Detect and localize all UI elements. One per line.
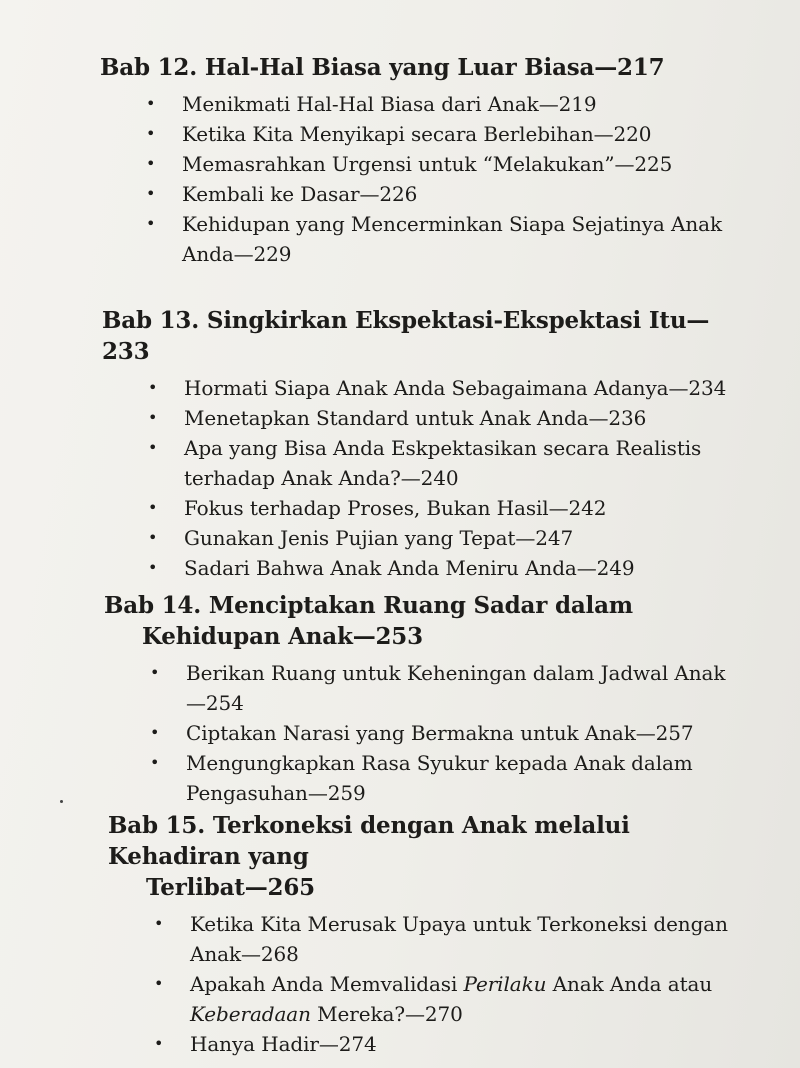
bullet: • xyxy=(148,438,158,457)
chapter-title xyxy=(108,810,768,903)
item-text: Gunakan Jenis Pujian yang Tepat—247 xyxy=(184,526,574,550)
list-item xyxy=(102,403,742,433)
list-item xyxy=(104,718,744,748)
chapter-items xyxy=(104,658,744,808)
item-text: Menetapkan Standard untuk Anak Anda—236 xyxy=(184,406,647,430)
bullet: • xyxy=(146,124,156,143)
item-text-part: Apakah Anda Memvalidasi xyxy=(190,972,464,996)
item-text: Fokus terhadap Proses, Bukan Hasil—242 xyxy=(184,496,607,520)
list-item xyxy=(108,1029,768,1059)
list-item xyxy=(108,909,768,969)
stray-mark xyxy=(60,800,63,803)
item-text: Memasrahkan Urgensi untuk “Melakukan”—225 xyxy=(182,152,673,176)
bullet: • xyxy=(148,558,158,577)
chapter-title: Bab 13. Singkirkan Ekspektasi-Ekspektasi Itu—233 xyxy=(102,307,710,365)
chapter-title-line1: Bab 15. Terkoneksi dengan Anak melalui Kehadiran yang xyxy=(108,812,630,870)
bullet: • xyxy=(150,663,160,682)
item-text-part: Anak Anda atau xyxy=(546,972,713,996)
bullet: • xyxy=(150,723,160,742)
bullet: • xyxy=(148,528,158,547)
chapter-title-line2: Terlibat—265 xyxy=(146,874,315,901)
item-text: Ciptakan Narasi yang Bermakna untuk Anak—257 xyxy=(186,721,694,745)
bullet: • xyxy=(150,753,160,772)
list-item xyxy=(102,553,742,583)
chapter-title-line1: Bab 14. Menciptakan Ruang Sadar dalam xyxy=(104,592,633,619)
bullet: • xyxy=(154,974,164,993)
chapter-13 xyxy=(102,305,742,583)
list-item xyxy=(104,658,744,718)
bullet: • xyxy=(146,184,156,203)
chapter-14 xyxy=(104,590,744,808)
chapter-title xyxy=(104,590,744,652)
item-text: Apa yang Bisa Anda Eskpektasikan secara Realistis xyxy=(184,436,702,460)
list-item xyxy=(100,209,740,269)
item-text: Kembali ke Dasar—226 xyxy=(182,182,418,206)
bullet: • xyxy=(148,408,158,427)
item-text: Hormati Siapa Anak Anda Sebagaimana Adanya—234 xyxy=(184,376,727,400)
chapter-items xyxy=(108,909,768,1059)
item-text-continued: Pengasuhan—259 xyxy=(186,781,366,805)
item-text-part: Mereka?—270 xyxy=(310,1002,463,1026)
list-item xyxy=(102,493,742,523)
item-text: Menikmati Hal-Hal Biasa dari Anak—219 xyxy=(182,92,597,116)
list-item xyxy=(100,119,740,149)
item-text: Ketika Kita Menyikapi secara Berlebihan—220 xyxy=(182,122,652,146)
list-item xyxy=(104,748,744,808)
bullet: • xyxy=(146,214,156,233)
bullet: • xyxy=(148,498,158,517)
list-item xyxy=(108,969,768,1029)
chapter-15 xyxy=(108,810,768,1059)
list-item xyxy=(102,433,742,493)
item-text-continued xyxy=(190,999,768,1029)
bullet: • xyxy=(154,1034,164,1053)
item-text: Mengungkapkan Rasa Syukur kepada Anak dalam xyxy=(186,751,693,775)
list-item xyxy=(102,523,742,553)
list-item xyxy=(100,149,740,179)
item-text xyxy=(190,972,712,996)
item-text: Hanya Hadir—274 xyxy=(190,1032,377,1056)
item-text: Berikan Ruang untuk Keheningan dalam Jadwal Anak—254 xyxy=(186,661,726,715)
list-item xyxy=(100,179,740,209)
chapter-title-line2: Kehidupan Anak—253 xyxy=(142,623,423,650)
chapter-12 xyxy=(100,52,740,269)
item-text-emphasis: Keberadaan xyxy=(190,1002,311,1026)
item-text: Kehidupan yang Mencerminkan Siapa Sejatinya Anak xyxy=(182,212,722,236)
item-text-continued: Anak—268 xyxy=(190,942,299,966)
chapter-items xyxy=(100,89,740,269)
bullet: • xyxy=(146,94,156,113)
list-item xyxy=(102,373,742,403)
chapter-title: Bab 12. Hal-Hal Biasa yang Luar Biasa—217 xyxy=(100,54,665,81)
bullet: • xyxy=(146,154,156,173)
list-item xyxy=(100,89,740,119)
chapter-items xyxy=(102,373,742,583)
bullet: • xyxy=(154,914,164,933)
bullet: • xyxy=(148,378,158,397)
item-text-continued: terhadap Anak Anda?—240 xyxy=(184,466,459,490)
item-text: Ketika Kita Merusak Upaya untuk Terkoneksi dengan xyxy=(190,912,728,936)
item-text-emphasis: Perilaku xyxy=(463,972,547,996)
item-text-continued: Anda—229 xyxy=(182,242,292,266)
item-text: Sadari Bahwa Anak Anda Meniru Anda—249 xyxy=(184,556,635,580)
